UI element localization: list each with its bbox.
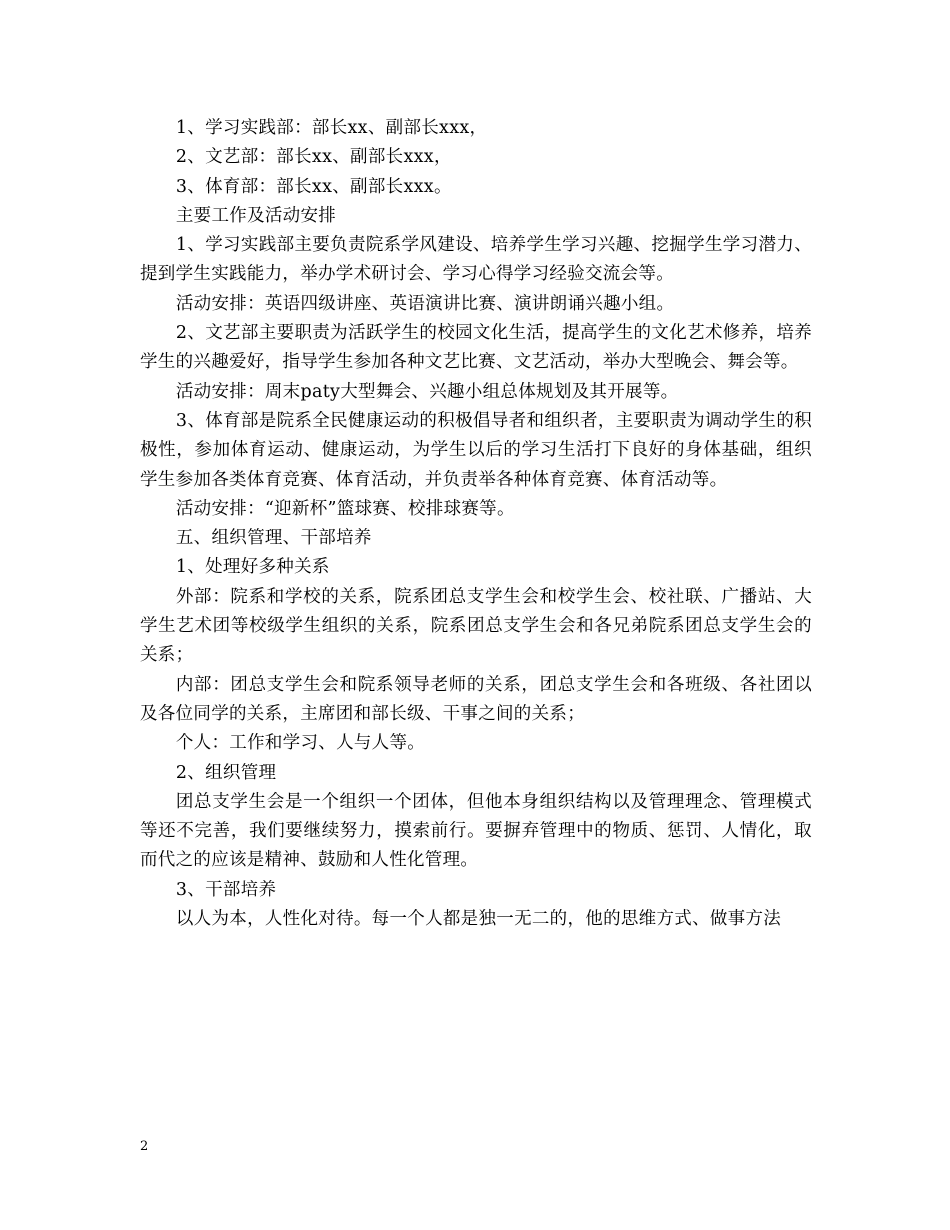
paragraph: 以人为本，人性化对待。每一个人都是独一无二的，他的思维方式、做事方法 — [175, 909, 782, 930]
paragraph: 2、文艺部：部长xx、副部长xxx， — [175, 147, 452, 168]
page-number: 2 — [140, 1139, 149, 1154]
subsection-heading: 1、处理好多种关系 — [175, 557, 330, 578]
section-heading: 五、组织管理、干部培养 — [175, 528, 372, 549]
paragraph: 活动安排：“迎新杯”篮球赛、校排球赛等。 — [175, 498, 515, 519]
paragraph: 团总支学生会是一个组织一个团体，但他本身组织结构以及管理理念、管理模式等还不完善，我们要继续努力，摸索前行。要摒弃管理中的物质、惩罚、人情化，取而代之的应该是精神、鼓励和人性化管理。 — [140, 791, 812, 871]
paragraph: 1、学习实践部主要负责院系学风建设、培养学生学习兴趣、挖掘学生学习潜力、提到学生实践能力，举办学术研讨会、学习心得学习经验交流会等。 — [140, 235, 812, 285]
paragraph: 个人：工作和学习、人与人等。 — [175, 733, 426, 754]
paragraph: 活动安排：英语四级讲座、英语演讲比赛、演讲朗诵兴趣小组。 — [175, 293, 675, 314]
paragraph: 活动安排：周末paty大型舞会、兴趣小组总体规划及其开展等。 — [175, 381, 679, 402]
paragraph: 3、体育部：部长xx、副部长xxx。 — [175, 176, 452, 197]
subsection-heading: 3、干部培养 — [175, 879, 277, 900]
paragraph: 内部：团总支学生会和院系领导老师的关系，团总支学生会和各班级、各社团以及各位同学的关系，主席团和部长级、干事之间的关系； — [140, 674, 812, 724]
paragraph: 外部：院系和学校的关系，院系团总支学生会和校学生会、校社联、广播站、大学生艺术团等校级学生组织的关系，院系团总支学生会和各兄弟院系团总支学生会的关系； — [140, 586, 812, 666]
paragraph: 3、体育部是院系全民健康运动的积极倡导者和组织者，主要职责为调动学生的积极性，参加体育运动、健康运动，为学生以后的学习生活打下良好的身体基础，组织学生参加各类体育竞赛、体育活动，并负责举各种体育竞赛、体育活动等。 — [140, 410, 812, 490]
document-body — [140, 114, 812, 934]
subsection-heading: 2、组织管理 — [175, 762, 277, 783]
section-heading: 主要工作及活动安排 — [175, 205, 337, 226]
paragraph: 1、学习实践部：部长xx、副部长xxx， — [175, 118, 488, 138]
paragraph: 2、文艺部主要职责为活跃学生的校园文化生活，提高学生的文化艺术修养，培养学生的兴趣爱好，指导学生参加各种文艺比赛、文艺活动，举办大型晚会、舞会等。 — [140, 323, 812, 373]
